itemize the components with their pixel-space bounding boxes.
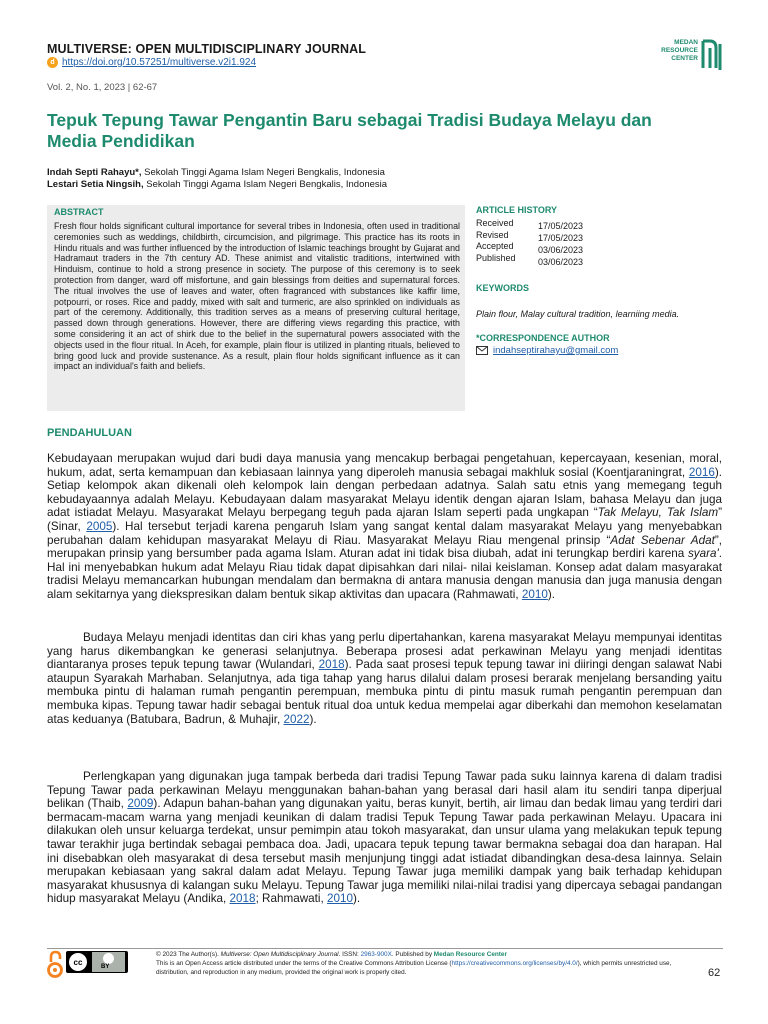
published-label: Published [476, 252, 516, 263]
cc-icon: cc [69, 953, 87, 971]
volume-info: Vol. 2, No. 1, 2023 | 62-67 [47, 82, 158, 93]
footer-line-2: This is an Open Access article distributed under the terms of the Creative Commons Attribution License (https://creativecommons.org/licenses/by/4.0/), which permits unrestricted use, distribution, and reproduction in any medium, provided the original work is properly cited. [156, 960, 672, 976]
citation-link[interactable]: 2018 [229, 892, 256, 906]
issn-link[interactable]: 2963-900X [360, 951, 392, 958]
citation-link[interactable]: 2010 [521, 587, 548, 601]
journal-title: MULTIVERSE: OPEN MULTIDISCIPLINARY JOURNAL [47, 42, 367, 56]
paragraph-1: Kebudayaan merupakan wujud dari budi daya manusia yang mencakup berbagai pengetahuan, kepercayaan, kesenian, moral, hukum, adat, serta kemampuan dan kebiasaan lainnya yang diperoleh manusia sebagai makhluk sosial (Koentjaraningrat, 2016). Setiap kelompok akan dikenali oleh kelompok lain dengan perbedaan adatnya. Salah satu etnis yang memegang teguh kebudayaannya adalah Melayu. Kebudayaan dalam masyarakat Melayu identik dengan ajaran Islam, bahasa Melayu dan juga adat istiadat Melayu. Masyarakat Melayu berpegang teguh pada ajaran Islam seperti pada ungkapan “Tak Melayu, Tak Islam” (Sinar, 2005). Hal tersebut terjadi karena pengaruh Islam yang sangat kental dalam masyarakat Melayu yang menyebabkan perubahan dalam kehidupan masyarakat Melayu di Riau. Masyarakat Melayu Riau mengenal prinsip “Adat Sebenar Adat”, merupakan prinsip yang bersumber pada agama Islam. Aturan adat ini tidak bisa diubah, adat ini terungkap berdiri karena syara'. Hal ini menyebabkan hukum adat Melayu Riau tidak dapat dipisahkan dari nilai- nilai keislaman. Konsep adat dalam masyarakat tradisi Melayu memancarkan hubungan mendalam dan bermakna di antara manusia dengan manusia dan juga manusia dengan alam sekitarnya yang diekspresikan dalam bentuk sikap aktivitas dan upacara (Rahmawati, 2010). [47, 452, 722, 601]
keywords-heading: KEYWORDS [476, 283, 530, 293]
citation-link[interactable]: 2009 [127, 797, 154, 811]
author-2: Lestari Setia Ningsih, Sekolah Tinggi Agama Islam Negeri Bengkalis, Indonesia [47, 179, 388, 190]
section-heading: PENDAHULUAN [47, 427, 132, 439]
doi-link[interactable]: https://doi.org/10.57251/multiverse.v2i1.924 [62, 57, 257, 68]
open-access-icon [47, 950, 63, 980]
correspondence-row [476, 345, 618, 356]
accepted-date: 03/06/2023 [538, 245, 584, 255]
received-label: Received [476, 218, 514, 228]
logo-text: MEDAN RESOURCE CENTER [661, 39, 698, 62]
license-link[interactable]: https://creativecommons.org/licenses/by/4.0/ [451, 960, 578, 967]
person-icon [103, 953, 114, 964]
by-icon: BY [92, 952, 125, 972]
citation-link[interactable]: 2010 [327, 892, 354, 906]
abstract-heading: ABSTRACT [54, 207, 104, 217]
footer-divider [47, 948, 723, 949]
publisher-logo [656, 38, 724, 72]
cc-by-license-badge[interactable] [66, 951, 128, 973]
citation-link[interactable]: 2005 [86, 519, 113, 533]
published-date: 03/06/2023 [538, 257, 584, 267]
article-history-heading: ARTICLE HISTORY [476, 205, 558, 215]
citation-link[interactable]: 2022 [283, 712, 310, 726]
doi-icon: d [47, 57, 58, 68]
page-number: 62 [708, 967, 721, 979]
footer-license-text [156, 950, 691, 977]
paragraph-3: Perlengkapan yang digunakan juga tampak berbeda dari tradisi Tepung Tawar pada suku lainnya karena di dalam tradisi Tepung Tawar pada perkawinan Melayu menggunakan bahan-bahan yang berasal dari hasil alam itu sendiri tanpa diperjual belikan (Thaib, 2009). Adapun bahan-bahan yang digunakan yaitu, beras kunyit, bertih, air limau dan bedak limau yang terdiri dari bermacam-macam warna yang menjadi keunikan di dalam tradisi Tepuk Tepung Tawar pada perkawinan Melayu. Upacara ini dilakukan oleh unsur keluarga terdekat, unsur pemimpin atau tokoh masyarakat, dan unsur ulama yang melakukan tepuk tepung tawar terakhir juga bertindak sebagai pembaca doa. Jadi, upacara tepuk tepung tawar bermakna sebagai doa dan harapan. Hal ini disebabkan oleh masyarakat di desa tersebut masih menjunjung tinggi adat istiadat dibandingkan desa-desa lainnya. Selain merupakan kebiasaan yang sakral dalam adat Melayu. Tepung Tawar juga memiliki dampak yang baik terhadap kehidupan masyarakat khususnya di kalangan suku Melayu. Tepung Tawar juga memiliki nilai-nilai tradisi yang dipercaya sebagai pandangan hidup masyarakat Melayu (Andika, 2018; Rahmawati, 2010). [47, 770, 722, 906]
paper-title: Tepuk Tepung Tawar Pengantin Baru sebagai Tradisi Budaya Melayu dan Media Pendidikan [47, 110, 652, 151]
mail-icon [476, 346, 488, 355]
doi-row [47, 57, 256, 68]
keywords-text: Plain flour, Malay cultural tradition, learniing media. [476, 309, 680, 319]
article-history [476, 205, 736, 270]
history-table [476, 218, 736, 270]
footer-line-1: © 2023 The Author(s). Multiverse: Open Multidisciplinary Journal. ISSN: 2963-900X. Published by Medan Resource Center [156, 951, 507, 958]
received-date: 17/05/2023 [538, 221, 584, 231]
revised-label: Revised [476, 229, 509, 240]
abstract-box [47, 205, 465, 411]
paragraph-2: Budaya Melayu menjadi identitas dan ciri khas yang perlu dipertahankan, karena masyarakat Melayu mempunyai identitas yang harus dikembangkan ke generasi selanjutnya. Beberapa prosesi adat perkawinan Melayu yang menjadi identitas diantaranya proses tepuk tepung tawar (Wulandari, 2018). Pada saat prosesi tepuk tepung tawar ini diiringi dengan salawat Nabi ataupun Syarakah Marhaban. Selanjutnya, ada tiga tahap yang harus dilalui dalam prosesi berarak menjelang bersanding yaitu membuka pintu di halaman rumah pengantin perempuan, membuka pintu di pintu masuk rumah pengantin perempuan dan membuka kipas. Tepung tawar hadir sebagai bentuk ritual doa untuk kedua mempelai agar diberkahi dan memohon keselamatan atas keduanya (Batubara, Badrun, & Muhajir, 2022). [47, 631, 723, 726]
revised-date: 17/05/2023 [538, 233, 584, 243]
abstract-text: Fresh flour holds significant cultural importance for several tribes in Indonesia, often used in traditional ceremonies such as weddings, childbirth, circumcision, and pilgrimage. This practice has its roots in Hindu rituals and was further influenced by the introduction of Islamic teachings brought by Gujarat and Hadramaut traders in the 7th century AD. These animist and vitalistic traditions, intertwined with Hinduism, continue to hold a strong presence in society. The purpose of this ceremony is to seek protection from danger, ward off misfortune, and gain blessings from deities and supernatural forces. The ritual involves the use of leaves and water, often fragranced with substances like kaffir lime, potpourri, or roses. Rice and paddy, mixed with salt and turmeric, are also sprinkled on individuals as part of the ceremony. Additionally, this tradition serves as a means of preserving cultural heritage, passed down through generations. However, there are differing views regarding this practice, with some considering it an act of shirk due to the belief in the supernatural powers associated with the objects used in the flour ritual. In Aceh, for example, plain flour is utilized in planting rituals, believed to bring good luck and provide sustenance. As a result, plain flour holds significant influence as it can impact an individual's faith and beliefs. [54, 221, 460, 372]
author-list [47, 167, 387, 191]
correspondence-heading: *CORRESPONDENCE AUTHOR [476, 333, 610, 343]
author-1: Indah Septi Rahayu*, Sekolah Tinggi Agama Islam Negeri Bengkalis, Indonesia [47, 167, 385, 178]
accepted-label: Accepted [476, 241, 514, 251]
citation-link[interactable]: 2018 [318, 658, 345, 672]
logo-mark-icon [700, 38, 724, 72]
publisher-link[interactable]: Medan Resource Center [433, 951, 507, 958]
citation-link[interactable]: 2016 [688, 465, 715, 479]
correspondence-email[interactable]: indahseptirahayu@gmail.com [493, 345, 619, 356]
